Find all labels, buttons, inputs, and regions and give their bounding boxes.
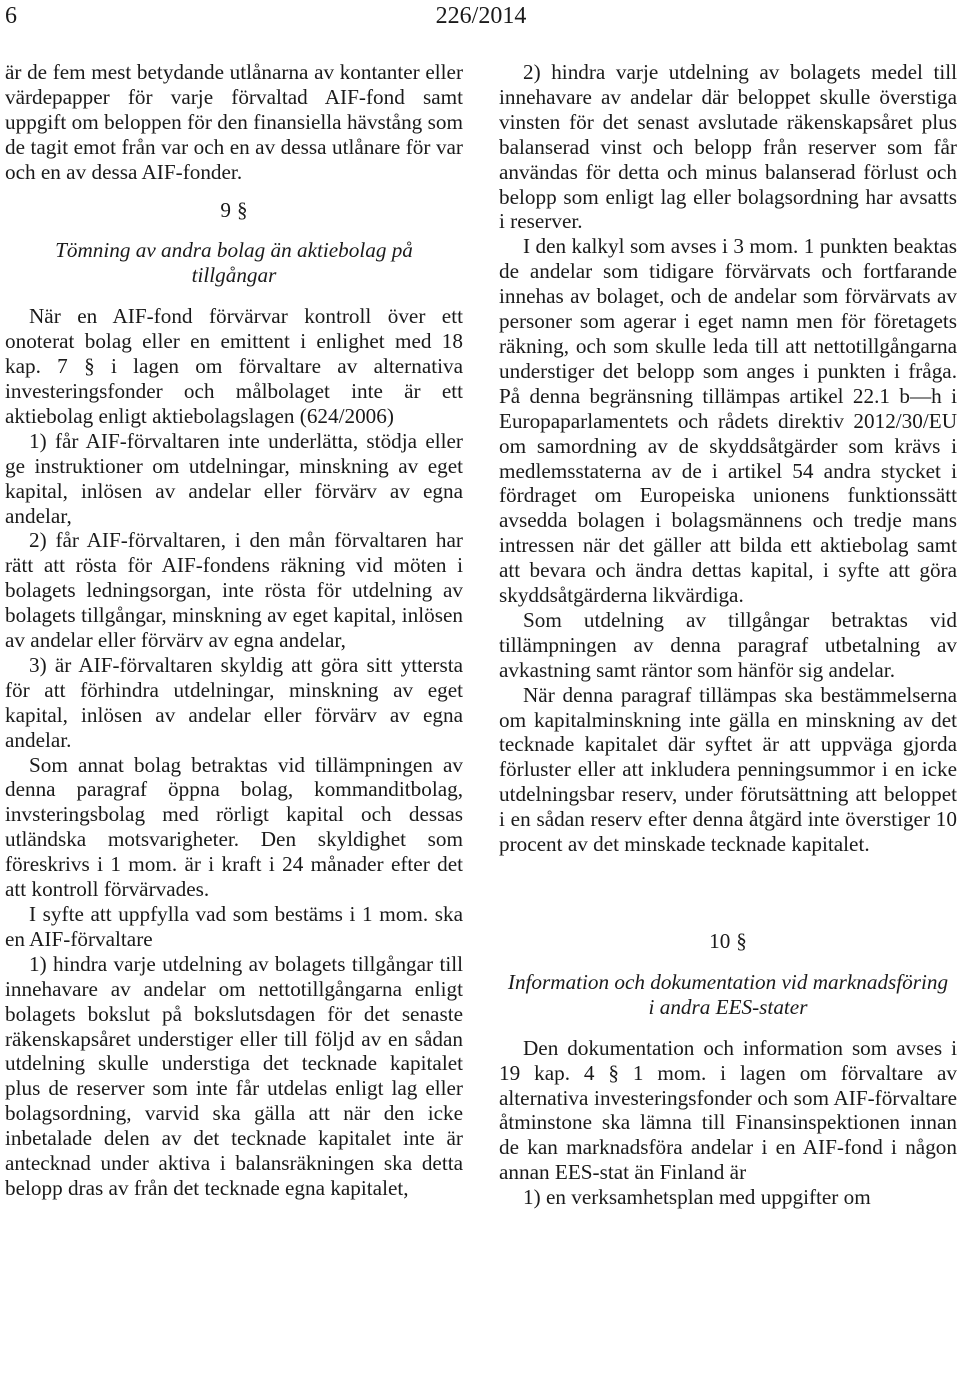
section-heading-10: [499, 929, 957, 954]
page-number: 6: [5, 3, 17, 29]
page-header: [5, 0, 957, 40]
section-number: 9: [220, 197, 231, 222]
list-item: 1) hindra varje utdelning av bolagets tillgångar till innehavare av andelar om nettotillgångarna enligt bolagets bokslut på bokslutsdagen för det senaste räkenskapsåret understiger eller till följd av en sådan utdelning skulle understiga det tecknade kapitalet plus de reserver som inte får utdelas enligt lag eller bolagsordning, varvid ska gälla att när den icke inbetalade delen av det tecknade kapitalet inte är antecknad under aktiva i balansräkningen ska detta belopp dras av från det tecknade egna kapitalet,: [5, 951, 463, 1200]
paragraph: Som utdelning av tillgångar betraktas vid tillämpningen av denna paragraf utbetalning av avkastning samt räntor som hänför sig andelar.: [499, 607, 957, 682]
list-item: 1) en verksamhetsplan med uppgifter om: [523, 1185, 871, 1210]
section-title-10: Information och dokumentation vid marknadsföring i andra EES-stater: [507, 969, 949, 1019]
list-item: 3) är AIF-förvaltaren skyldig att göra sitt yttersta för att förhindra utdelningar, minskning av eget kapital, inlösen av andelar eller förvärv av egna andelar.: [5, 652, 463, 752]
document-page: [5, 0, 957, 1374]
left-column: [5, 60, 463, 1201]
document-reference: 226/2014: [435, 3, 527, 29]
paragraph: I syfte att uppfylla vad som bestäms i 1 mom. ska en AIF-förvaltare: [5, 902, 463, 951]
paragraph: När en AIF-fond förvärvar kontroll över ett onoterat bolag eller en emittent i enlighet med 18 kap. 7 § i lagen om förvaltare av alternativa investeringsfonder och målbolaget inte är ett aktiebolag enligt aktiebolagslagen (624/2006): [5, 304, 463, 428]
right-column: [499, 60, 957, 1210]
paragraph: är de fem mest betydande utlånarna av kontanter eller värdepapper för varje förvaltad AIF-fond samt uppgift om beloppen för den finansiella hävstång som de tagit emot från var och en av dessa utlånare för var och en av dessa AIF-fonder.: [5, 60, 463, 184]
paragraph: Den dokumentation och information som avses i 19 kap. 4 § 1 mom. i lagen om förvaltare av alternativa investeringsfonder och som AIF-förvaltare åtminstone ska lämna till Finansinspektionen innan de kan marknadsföra andelar i en AIF-fond i någon annan EES-stat än Finland är: [499, 1035, 957, 1185]
section-symbol: §: [736, 929, 747, 953]
section-number: 10: [709, 929, 731, 953]
list-item: 2) hindra varje utdelning av bolagets medel till innehavare av andelar där beloppet skulle överstiga vinsten för det senast avslutade räkenskapsåret plus balanserad vinst och belopp från reserver som får användas för detta och minus balanserad förlust och belopp som enligt lag eller bolagsordning har avsatts i reserver.: [499, 60, 957, 234]
section-title-9: Tömning av andra bolag än aktiebolag på tillgångar: [55, 238, 413, 288]
paragraph: I den kalkyl som avses i 3 mom. 1 punkten beaktas de andelar som tidigare förvärvats och fortfarande innehas av bolaget, och de andelar som förvärvats av personer som agerar i eget namn men för företagets räkning, och som skulle leda till att nettotillgångarna understiger det belopp som anges i punkten i fråga. På denna begränsning tillämpas artikel 22.1 b—h i Europaparlamentets och rådets direktiv 2012/30/EU om samordning av de skyddsåtgärder som krävs i medlemsstaterna av de i artikel 54 andra stycket i fördraget om Europeiska unionens funktionssätt avsedda bolagen i bolagsmännens och tredje mans intressen när det gäller att bilda ett aktiebolag samt att bevara och ändra dettas kapital, i syfte att göra skyddsåtgärderna likvärdiga.: [499, 234, 957, 608]
list-item: 2) får AIF-förvaltaren, i den mån förvaltaren har rätt att rösta för AIF-fondens räkning vid möten i bolagets ledningsorgan, inte rösta för utdelning av bolagets tillgångar, minskning av eget kapital, inlösen av andelar eller förvärv av egna andelar,: [5, 528, 463, 653]
list-item: 1) får AIF-förvaltaren inte underlätta, stödja eller ge instruktioner om utdelningar, minskning av eget kapital, inlösen av andelar eller förvärv av egna andelar,: [5, 428, 463, 528]
section-heading-9: [5, 198, 463, 223]
section-symbol: §: [237, 197, 248, 222]
paragraph: Som annat bolag betraktas vid tillämpningen av denna paragraf öppna bolag, kommanditbolag, invsteringsbolag med rörligt kapital och dessas utländska motsvarigheter. Den skyldighet som föreskrivs i 1 mom. är i kraft i 24 månader efter det att kontroll förvärvades.: [5, 752, 463, 902]
paragraph: När denna paragraf tillämpas ska bestämmelserna om kapitalminskning inte gälla en minskning av det tecknade kapitalet där syftet är att uppväga gjorda förluster eller att inkludera penningsummor i en icke utdelningsbar reserv, under förutsättning att beloppet i en sådan reserv efter denna åtgärd inte överstiger 10 procent av det minskade tecknade kapitalet.: [499, 682, 957, 857]
